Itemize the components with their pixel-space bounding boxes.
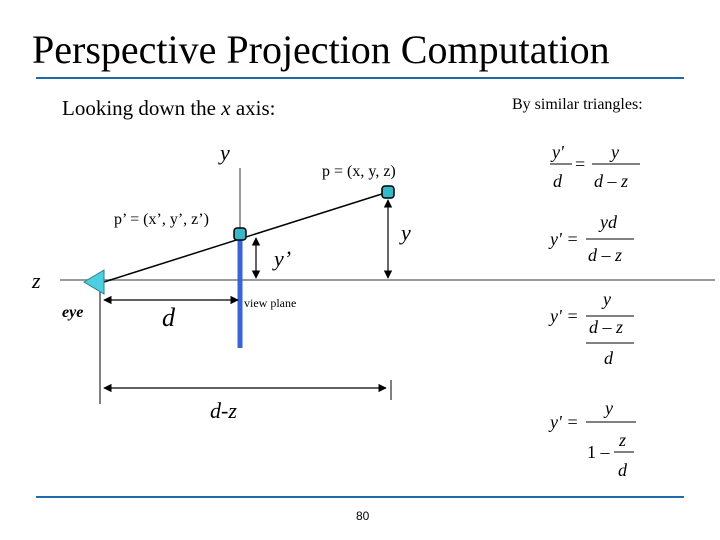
eq3-denominator-denominator: d — [604, 348, 613, 368]
point-p — [382, 186, 394, 198]
eq4-denominator-denominator: d — [618, 460, 627, 480]
equation-1 — [550, 142, 640, 191]
page-number: 80 — [356, 509, 370, 523]
y-prime-label: y’ — [274, 246, 292, 271]
y-label: y — [401, 220, 411, 245]
eq4-denominator-prefix: 1 – — [587, 442, 610, 462]
eq3-lhs: y' = — [550, 306, 579, 326]
eq2-denominator: d – z — [588, 245, 623, 265]
z-axis-label: z — [32, 268, 41, 293]
equation-4 — [548, 398, 636, 480]
footer-rule — [36, 496, 684, 498]
view-plane-label: view plane — [244, 296, 297, 310]
dz-label: d-z — [210, 398, 237, 423]
eq3-numerator: y — [603, 289, 611, 309]
eq1-relation: = — [575, 154, 586, 174]
d-label: d — [162, 303, 175, 332]
eq4-numerator: y — [605, 398, 613, 418]
eq3-denominator-numerator: d – z — [589, 317, 624, 337]
equation-3 — [548, 289, 634, 368]
eq2-lhs: y' = — [550, 229, 579, 249]
slide-title: Perspective Projection Computation — [32, 27, 610, 72]
eq4-denominator-numerator: z — [619, 430, 627, 450]
eye-label: eye — [62, 304, 84, 321]
p-label: p = (x, y, z) — [322, 163, 396, 180]
diagram-caption: Looking down the x axis: — [62, 96, 276, 120]
equations-caption: By similar triangles: — [512, 96, 643, 113]
eq4-lhs: y' = — [550, 412, 579, 432]
eq1-lhs-denominator: d — [553, 171, 562, 191]
p-prime-label: p’ = (x’, y’, z’) — [114, 211, 209, 228]
eq1-lhs-numerator: y' — [552, 142, 564, 162]
y-axis-label: y — [220, 140, 230, 165]
point-p-prime — [234, 228, 246, 240]
axis-variable: x — [221, 96, 231, 120]
eye-icon — [84, 270, 104, 294]
equation-2 — [548, 212, 634, 265]
eq2-numerator: yd — [600, 212, 617, 232]
eq1-rhs-numerator: y — [611, 142, 619, 162]
eq1-rhs-denominator: d – z — [594, 171, 629, 191]
